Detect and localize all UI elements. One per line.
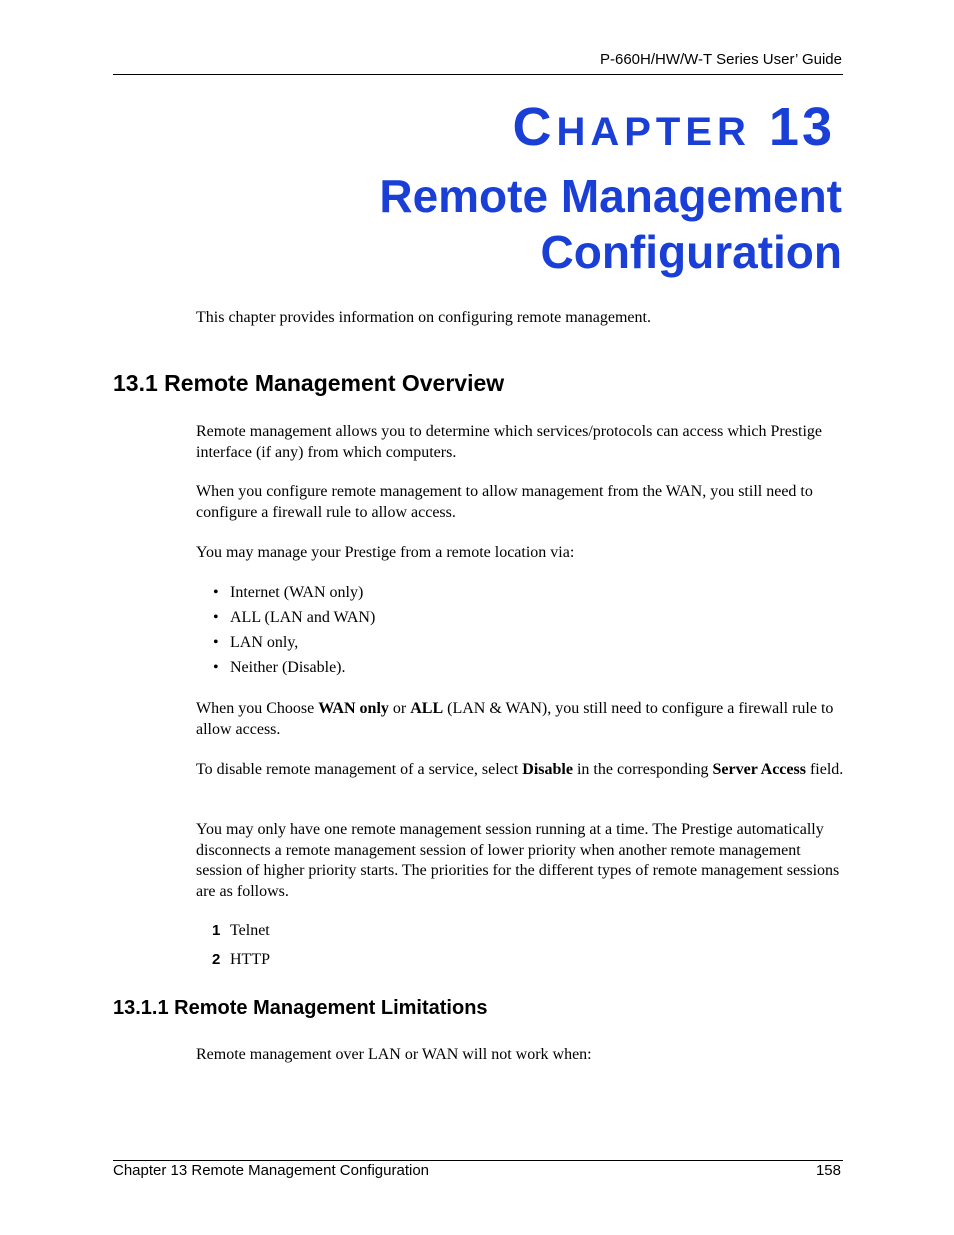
list-item: • ALL (LAN and WAN) — [196, 608, 375, 633]
footer-rule — [113, 1160, 843, 1161]
text-run: field. — [805, 761, 844, 778]
text-run: (LAN & WAN), you still need to configure a firewall rule to allow access. — [196, 700, 834, 738]
text-run: When you Choose — [196, 700, 319, 717]
bold-term-server-access: Server Access — [712, 761, 806, 778]
running-header: P-660H/HW/W-T Series User’ Guide — [599, 51, 842, 68]
list-text: HTTP — [230, 951, 270, 968]
overview-paragraph-1: Remote management allows you to determine which services/protocols can access which Prestige interface (if any) from which computers. — [196, 423, 823, 461]
chapter-number: 13 — [768, 97, 835, 157]
overview-paragraph-6: You may only have one remote management session running at a time. The Prestige automatically disconnects a remote management session of lower priority when another remote management session of higher priority starts. The priorities for the different types of remote management sessions are as follows. — [196, 821, 840, 900]
overview-paragraph-5 — [196, 760, 846, 781]
text-run: or — [388, 700, 411, 717]
list-item: • Neither (Disable). — [196, 658, 375, 683]
text-run: To disable remote management of a service, select — [196, 761, 523, 778]
overview-paragraph-4 — [196, 699, 846, 740]
list-item: • LAN only, — [196, 633, 375, 658]
chapter-label-rest: HAPTER — [556, 110, 751, 154]
list-text: Telnet — [230, 922, 270, 939]
section-heading-13-1: 13.1 Remote Management Overview — [113, 370, 505, 396]
chapter-label-initial: C — [512, 97, 557, 157]
bold-term-wan-only: WAN only — [318, 700, 389, 717]
section-heading-13-1-1: 13.1.1 Remote Management Limitations — [113, 997, 488, 1019]
page-number: 158 — [815, 1162, 841, 1179]
chapter-title-line2: Configuration — [540, 226, 842, 278]
list-item: • Internet (WAN only) — [196, 583, 375, 608]
bold-term-disable: Disable — [522, 761, 573, 778]
chapter-label — [512, 97, 835, 157]
bold-term-all: ALL — [410, 700, 444, 717]
header-rule — [113, 74, 843, 75]
overview-paragraph-3: You may manage your Prestige from a remote location via: — [196, 544, 575, 561]
access-options-list — [196, 583, 375, 683]
priority-list — [196, 921, 270, 979]
list-item — [196, 921, 270, 950]
list-number: 2 — [212, 951, 221, 968]
intro-paragraph: This chapter provides information on configuring remote management. — [196, 309, 651, 326]
limitations-paragraph: Remote management over LAN or WAN will not work when: — [196, 1046, 592, 1063]
footer-chapter-title: Chapter 13 Remote Management Configuration — [113, 1162, 430, 1179]
list-number: 1 — [212, 922, 221, 939]
list-item — [196, 950, 270, 979]
overview-paragraph-2: When you configure remote management to allow management from the WAN, you still need to configure a firewall rule to allow access. — [196, 483, 813, 521]
chapter-title-line1: Remote Management — [379, 170, 842, 222]
chapter-title — [379, 168, 842, 280]
text-run: in the corresponding — [572, 761, 713, 778]
